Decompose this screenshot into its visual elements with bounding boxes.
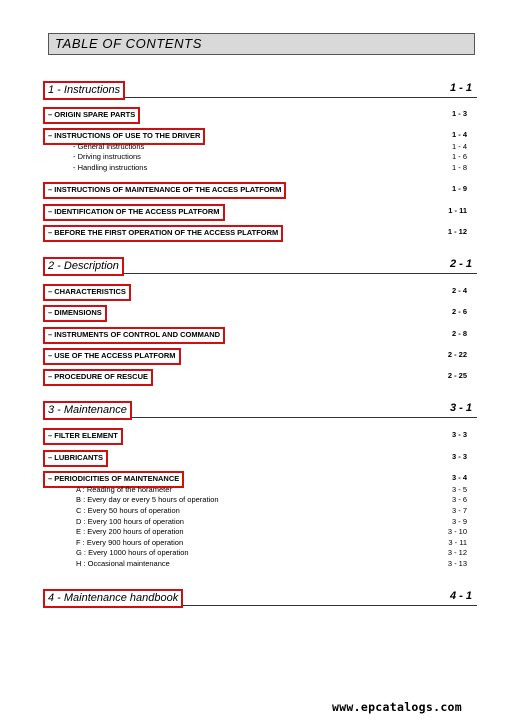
subentry-page: 1 - 6: [451, 152, 467, 161]
entry-page: 2 - 6: [451, 307, 467, 316]
toc-entry[interactable]: [43, 428, 477, 444]
toc-title: TABLE OF CONTENTS: [48, 33, 475, 55]
chapter-page: 3 - 1: [449, 402, 472, 414]
entry-page: 3 - 3: [451, 452, 467, 461]
entry-label: – INSTRUMENTS OF CONTROL AND COMMAND: [43, 327, 225, 344]
subentry-label: - Handling instructions: [73, 163, 148, 172]
entry-label: – USE OF THE ACCESS PLATFORM: [43, 348, 181, 365]
toc-entry[interactable]: [43, 284, 477, 300]
toc-entry[interactable]: [43, 450, 477, 466]
chapter-4-heading[interactable]: [43, 589, 477, 609]
subentry-label: H : Occasional maintenance: [76, 559, 170, 568]
chapter-title: 4 - Maintenance handbook: [43, 589, 183, 608]
subentry-label: C : Every 50 hours of operation: [76, 506, 180, 515]
toc-subentry[interactable]: [43, 548, 477, 559]
chapter-title: 3 - Maintenance: [43, 401, 132, 420]
watermark-url: www.epcatalogs.com: [331, 700, 462, 714]
subentry-label: B : Every day or every 5 hours of operation: [76, 495, 219, 504]
entry-label: – INSTRUCTIONS OF USE TO THE DRIVER: [43, 128, 205, 145]
toc-subentry[interactable]: [43, 152, 477, 163]
subentry-label: - Driving instructions: [73, 152, 141, 161]
toc-subentry[interactable]: [43, 495, 477, 506]
toc-entry[interactable]: [43, 182, 477, 198]
entry-page: 1 - 9: [451, 184, 467, 193]
chapter-page: 4 - 1: [449, 590, 472, 602]
toc-entry[interactable]: [43, 305, 477, 321]
entry-label: – PERIODICITIES OF MAINTENANCE: [43, 471, 184, 488]
subentry-label: A : Reading of the horameter: [76, 485, 172, 494]
entry-label: – ORIGIN SPARE PARTS: [43, 107, 140, 124]
chapter-3-heading[interactable]: [43, 401, 477, 421]
subentry-page: 3 - 5: [451, 485, 467, 494]
subentry-page: 3 - 6: [451, 495, 467, 504]
chapter-2-heading[interactable]: [43, 257, 477, 277]
subentry-page: 3 - 9: [451, 517, 467, 526]
toc-entry[interactable]: [43, 327, 477, 343]
entry-page: 1 - 3: [451, 109, 467, 118]
subentry-page: 3 - 13: [447, 559, 467, 568]
chapter-title: 1 - Instructions: [43, 81, 125, 100]
subentry-page: 3 - 11: [448, 538, 467, 547]
subentry-label: - General instructions: [73, 142, 145, 151]
entry-label: – FILTER ELEMENT: [43, 428, 123, 445]
subentry-page: 3 - 10: [447, 527, 467, 536]
entry-label: – CHARACTERISTICS: [43, 284, 131, 301]
entry-label: – BEFORE THE FIRST OPERATION OF THE ACCESS PLATFORM: [43, 225, 283, 242]
entry-page: 3 - 3: [451, 430, 467, 439]
toc-entry[interactable]: [43, 348, 477, 364]
subentry-page: 3 - 12: [447, 548, 467, 557]
subentry-label: E : Every 200 hours of operation: [76, 527, 184, 536]
entry-label: – LUBRICANTS: [43, 450, 108, 467]
chapter-1-heading[interactable]: [43, 81, 477, 101]
toc-entry[interactable]: [43, 369, 477, 385]
subentry-label: G : Every 1000 hours of operation: [76, 548, 189, 557]
chapter-page: 2 - 1: [449, 258, 472, 270]
entry-page: 2 - 4: [451, 286, 467, 295]
toc-entry[interactable]: [43, 225, 477, 241]
entry-label: – INSTRUCTIONS OF MAINTENANCE OF THE ACCES PLATFORM: [43, 182, 286, 199]
subentry-label: D : Every 100 hours of operation: [76, 517, 184, 526]
chapter-title: 2 - Description: [43, 257, 124, 276]
entry-label: – IDENTIFICATION OF THE ACCESS PLATFORM: [43, 204, 225, 221]
entry-label: – PROCEDURE OF RESCUE: [43, 369, 153, 386]
entry-page: 2 - 25: [447, 371, 467, 380]
toc-subentry[interactable]: [43, 163, 477, 174]
subentry-page: 1 - 8: [451, 163, 467, 172]
chapter-page: 1 - 1: [449, 82, 472, 94]
subentry-label: F : Every 900 hours of operation: [76, 538, 184, 547]
entry-page: 1 - 11: [448, 206, 467, 215]
toc-subentry[interactable]: [43, 527, 477, 538]
entry-page: 3 - 4: [451, 473, 467, 482]
entry-label: – DIMENSIONS: [43, 305, 107, 322]
subentry-page: 3 - 7: [451, 506, 467, 515]
entry-page: 2 - 22: [447, 350, 467, 359]
toc-subentry[interactable]: [43, 559, 477, 570]
entry-page: 2 - 8: [451, 329, 467, 338]
entry-page: 1 - 12: [447, 227, 467, 236]
toc-entry[interactable]: [43, 107, 477, 123]
subentry-page: 1 - 4: [451, 142, 467, 151]
toc-entry[interactable]: [43, 204, 477, 220]
toc-subentry[interactable]: [43, 506, 477, 517]
entry-page: 1 - 4: [451, 130, 467, 139]
